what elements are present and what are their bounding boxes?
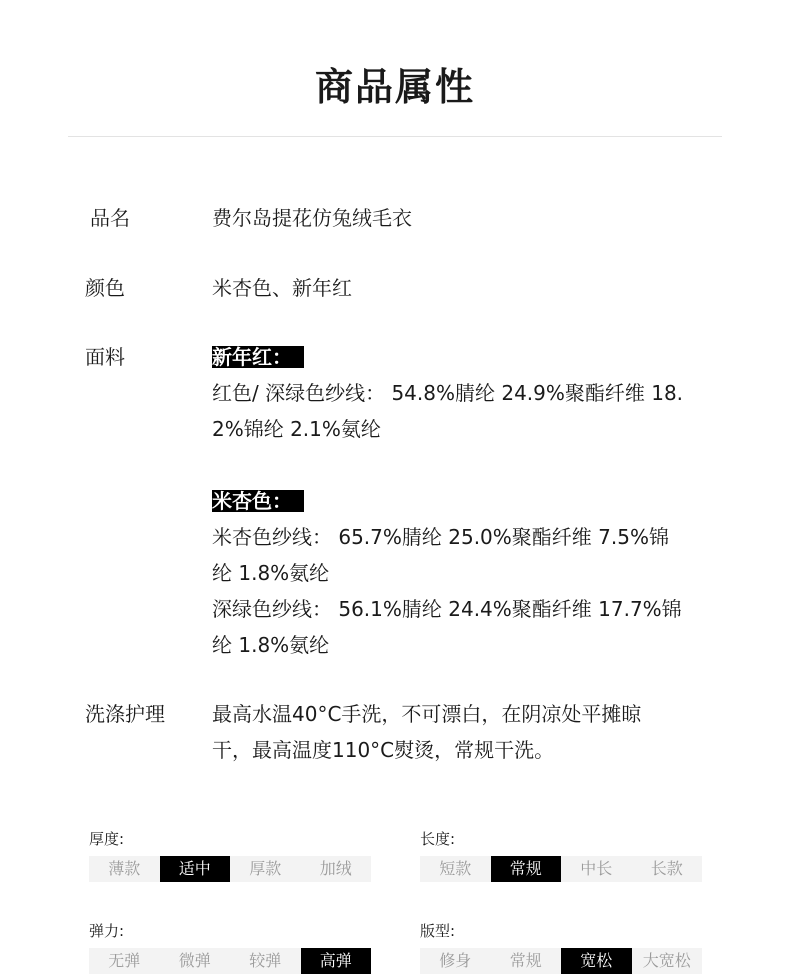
thickness-option: 适中 xyxy=(160,856,231,882)
elasticity-option: 较弹 xyxy=(249,951,282,970)
page-title: 商品属性 xyxy=(314,65,475,109)
fabric-label: 面料 xyxy=(85,345,125,369)
beige-composition-line-2: 纶 1.8%氨纶 xyxy=(212,561,330,585)
fit-option: 常规 xyxy=(509,951,542,970)
length-options xyxy=(420,856,702,882)
length-option: 中长 xyxy=(580,859,613,878)
fit-options xyxy=(420,948,702,974)
care-line-1: 最高水温40°C手洗，不可漂白，在阴凉处平摊晾 xyxy=(212,702,642,726)
length-option: 长款 xyxy=(650,859,683,878)
elasticity-option: 高弹 xyxy=(301,948,372,974)
fit-option: 大宽松 xyxy=(642,951,691,970)
color-value: 米杏色、新年红 xyxy=(212,276,352,300)
fit-option: 修身 xyxy=(439,951,472,970)
beige-composition-line-1: 米杏色纱线： 65.7%腈纶 25.0%聚酯纤维 7.5%锦 xyxy=(212,525,669,549)
color-label: 颜色 xyxy=(85,276,125,300)
care-value xyxy=(212,696,712,768)
title-divider xyxy=(68,136,722,137)
thickness-option: 加绒 xyxy=(319,859,352,878)
thickness-options xyxy=(89,856,371,882)
red-composition-line-2: 2%锦纶 2.1%氨纶 xyxy=(212,417,381,441)
name-label: 品名 xyxy=(90,206,130,230)
elasticity-option: 微弹 xyxy=(178,951,211,970)
fabric-value xyxy=(212,339,712,663)
elasticity-options xyxy=(89,948,371,974)
fit-label: 版型: xyxy=(420,922,456,940)
green-composition-line-2: 纶 1.8%氨纶 xyxy=(212,633,330,657)
beige-color-tag: 米杏色： xyxy=(212,490,304,512)
length-option: 短款 xyxy=(439,859,472,878)
care-line-2: 干，最高温度110°C熨烫，常规干洗。 xyxy=(212,738,555,762)
thickness-label: 厚度: xyxy=(89,830,125,848)
length-option: 常规 xyxy=(491,856,562,882)
red-composition-line-1: 红色/ 深绿色纱线： 54.8%腈纶 24.9%聚酯纤维 18. xyxy=(212,381,684,405)
fit-option: 宽松 xyxy=(561,948,632,974)
elasticity-label: 弹力: xyxy=(89,922,125,940)
elasticity-option: 无弹 xyxy=(108,951,141,970)
red-color-tag: 新年红： xyxy=(212,346,304,368)
length-label: 长度: xyxy=(420,830,456,848)
name-value: 费尔岛提花仿兔绒毛衣 xyxy=(212,206,412,230)
thickness-option: 厚款 xyxy=(249,859,282,878)
green-composition-line-1: 深绿色纱线： 56.1%腈纶 24.4%聚酯纤维 17.7%锦 xyxy=(212,597,682,621)
thickness-option: 薄款 xyxy=(108,859,141,878)
care-label: 洗涤护理 xyxy=(85,702,165,726)
